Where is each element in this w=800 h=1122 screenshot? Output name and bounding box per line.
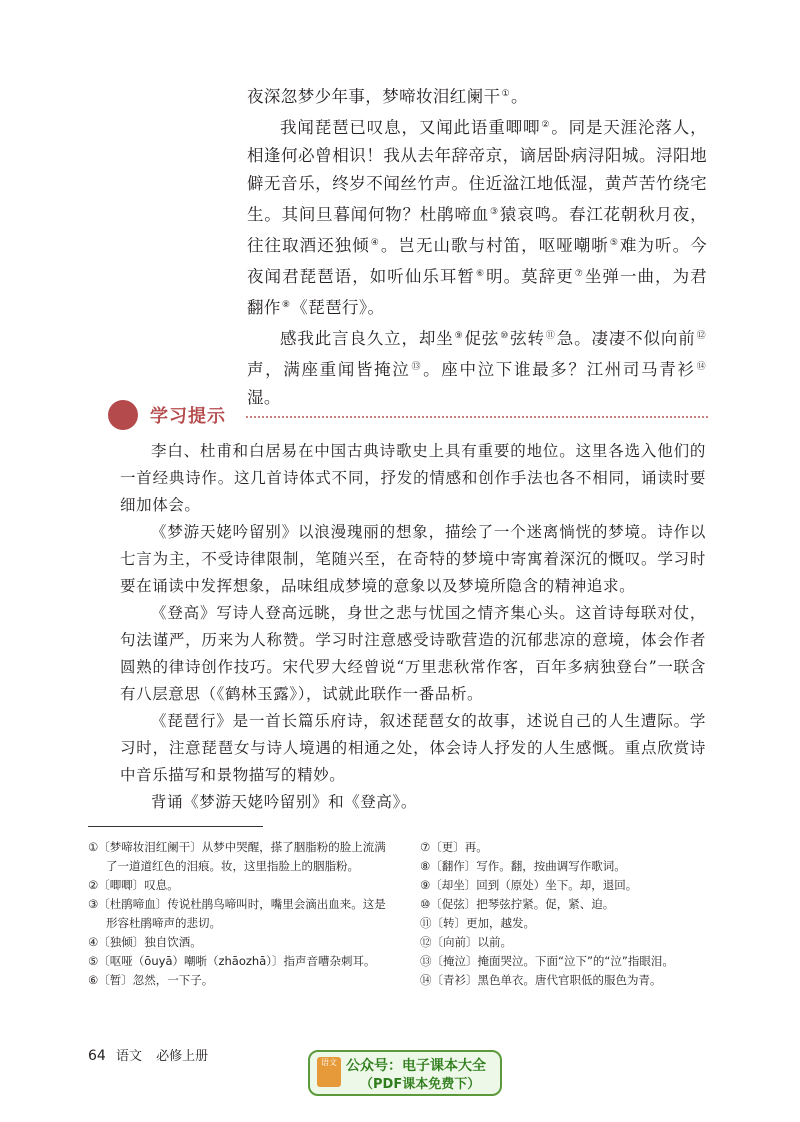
page-footer xyxy=(88,1045,208,1064)
footnote: ⑥〔暂〕忽然，一下子。 xyxy=(88,973,214,987)
footnote: ⑫〔向前〕以前。 xyxy=(420,935,512,949)
study-tips-body xyxy=(120,438,706,816)
footnotes-right xyxy=(420,838,720,990)
footnote: ⑪〔转〕更加，越发。 xyxy=(420,916,535,930)
watermark-stamp xyxy=(308,1050,502,1096)
footnote: ③〔杜鹃啼血〕传说杜鹃鸟啼叫时，嘴里会滴出血来。这是形容杜鹃啼声的悲切。 xyxy=(88,897,386,930)
poem-paragraph xyxy=(247,80,707,111)
tips-paragraph: 背诵《梦游天姥吟留别》和《登高》。 xyxy=(151,793,417,811)
subject-label: 语文 xyxy=(115,1049,142,1064)
poem-text-run: 难为听。今夜闻君琵琶语，如听仙乐耳暂 xyxy=(247,236,708,286)
footnote-marker: ⑦ xyxy=(574,269,584,279)
poem-text-run: 湿。 xyxy=(247,388,281,407)
footnote: ⑨〔却坐〕回到（原处）坐下。却，退回。 xyxy=(420,878,638,892)
footnote: ⑤〔呕哑（ōuyā）嘲哳（zhāozhā）〕指声音嘈杂刺耳。 xyxy=(88,954,376,968)
poem-text-run: 促弦 xyxy=(464,329,500,348)
footnote-marker: ⑤ xyxy=(609,238,619,248)
poem-text-run: 弦转 xyxy=(510,329,545,348)
volume-label: 必修上册 xyxy=(156,1049,209,1064)
poem-text-run: 我闻琵琶已叹息，又闻此语重唧唧 xyxy=(280,118,541,137)
poem-text-run: 猿哀鸣。春江花朝秋月夜，往往取酒还独倾 xyxy=(247,205,707,255)
poem-text-run: 。座中泣下谁最多？江州司马青衫 xyxy=(423,360,696,379)
footnote-marker: ⑭ xyxy=(696,362,706,372)
poem-text-run: 。 xyxy=(510,87,528,106)
poem-paragraph xyxy=(247,322,707,412)
study-tips-header xyxy=(108,400,708,432)
footnote-rule xyxy=(88,826,263,827)
tips-paragraph: 《琵琶行》是一首长篇乐府诗，叙述琵琶女的故事，述说自己的人生遭际。学习时，注意琵琶女与诗人境遇的相通之处，体会诗人抒发的人生感慨。重点欣赏诗中音乐描写和景物描写的精妙。 xyxy=(120,712,706,784)
poem-text-run: 夜深忽梦少年事，梦啼妆泪红阑干 xyxy=(247,87,501,106)
stamp-line-1: 公众号：电子课本大全 xyxy=(346,1058,486,1074)
footnote: ⑩〔促弦〕把琴弦拧紧。促，紧、迫。 xyxy=(420,897,615,911)
poem-text-run: 急。凄凄不似向前 xyxy=(556,329,696,348)
poem-text-run: 。同是天涯沦落人，相逢何必曾相识！我从去年辞帝京，谪居卧病浔阳城。浔阳地僻无音乐，终岁不闻丝竹声。住近湓江地低湿，黄芦苦竹绕宅生。其间旦暮闻何物？杜鹃啼血 xyxy=(247,118,708,224)
footnote: ②〔唧唧〕叹息。 xyxy=(88,878,179,892)
footnote-marker: ⑧ xyxy=(281,300,291,310)
footnote-marker: ④ xyxy=(370,238,380,248)
poem-text-run: 《琵琶行》。 xyxy=(291,298,385,317)
dotted-divider xyxy=(246,416,708,418)
poem-text-run: 明。莫辞更 xyxy=(486,267,574,286)
page-number: 64 xyxy=(88,1048,106,1064)
poem-text-run: 坐弹一曲，为君翻作 xyxy=(247,267,708,317)
footnote-marker: ⑩ xyxy=(500,331,510,341)
footnote-marker: ⑫ xyxy=(696,331,707,341)
footnote: ⑧〔翻作〕写作。翻，按曲调写作歌词。 xyxy=(420,859,626,873)
footnotes-left xyxy=(88,838,388,990)
poem-text xyxy=(247,80,707,412)
tips-paragraph: 《梦游天姥吟留别》以浪漫瑰丽的想象，描绘了一个迷离惝恍的梦境。诗作以七言为主，不受诗律限制，笔随兴至，在奇特的梦境中寄寓着深沉的慨叹。学习时要在诵读中发挥想象，品味组成梦境的意象以及梦境所隐含的精神追求。 xyxy=(120,523,706,595)
footnote: ①〔梦啼妆泪红阑干〕从梦中哭醒，搽了胭脂粉的脸上流满了一道道红色的泪痕。妆，这里指脸上的胭脂粉。 xyxy=(88,840,386,873)
footnote-marker: ⑨ xyxy=(454,331,464,341)
footnote-marker: ⑥ xyxy=(475,269,486,279)
footnote-marker: ③ xyxy=(490,207,499,217)
poem-text-run: 。岂无山歌与村笛，呕哑嘲哳 xyxy=(380,236,609,255)
section-dot-icon xyxy=(108,400,138,430)
footnote-marker: ① xyxy=(501,89,510,99)
poem-paragraph xyxy=(247,111,707,322)
footnote: ⑦〔更〕再。 xyxy=(420,840,488,854)
stamp-line-2: （PDF课本免费下） xyxy=(360,1077,481,1092)
poem-text-run: 声，满座重闻皆掩泣 xyxy=(247,360,411,379)
footnote: ⑭〔青衫〕黑色单衣。唐代官职低的服色为青。 xyxy=(420,973,662,987)
footnote-marker: ⑬ xyxy=(411,362,423,372)
footnote: ④〔独倾〕独自饮酒。 xyxy=(88,935,202,949)
footnote-marker: ⑪ xyxy=(545,331,556,341)
tips-paragraph: 《登高》写诗人登高远眺，身世之悲与忧国之情齐集心头。这首诗每联对仗，句法谨严，历来为人称赞。学习时注意感受诗歌营造的沉郁悲凉的意境，体会作者圆熟的律诗创作技巧。宋代罗大经曾说“万里悲秋常作客，百年多病独登台”一联含有八层意思（《鹤林玉露》），试就此联作一番品析。 xyxy=(120,604,706,703)
study-tips-title: 学习提示 xyxy=(150,406,226,427)
book-icon: 语文 xyxy=(317,1057,341,1087)
poem-text-run: 感我此言良久立，却坐 xyxy=(280,329,454,348)
footnote: ⑬〔掩泣〕掩面哭泣。下面“泣下”的“泣”指眼泪。 xyxy=(420,954,674,968)
footnote-marker: ② xyxy=(541,120,551,130)
tips-paragraph: 李白、杜甫和白居易在中国古典诗歌史上具有重要的地位。这里各选入他们的一首经典诗作。这几首诗体式不同，抒发的情感和创作手法也各不相同，诵读时要细加体会。 xyxy=(120,442,706,514)
